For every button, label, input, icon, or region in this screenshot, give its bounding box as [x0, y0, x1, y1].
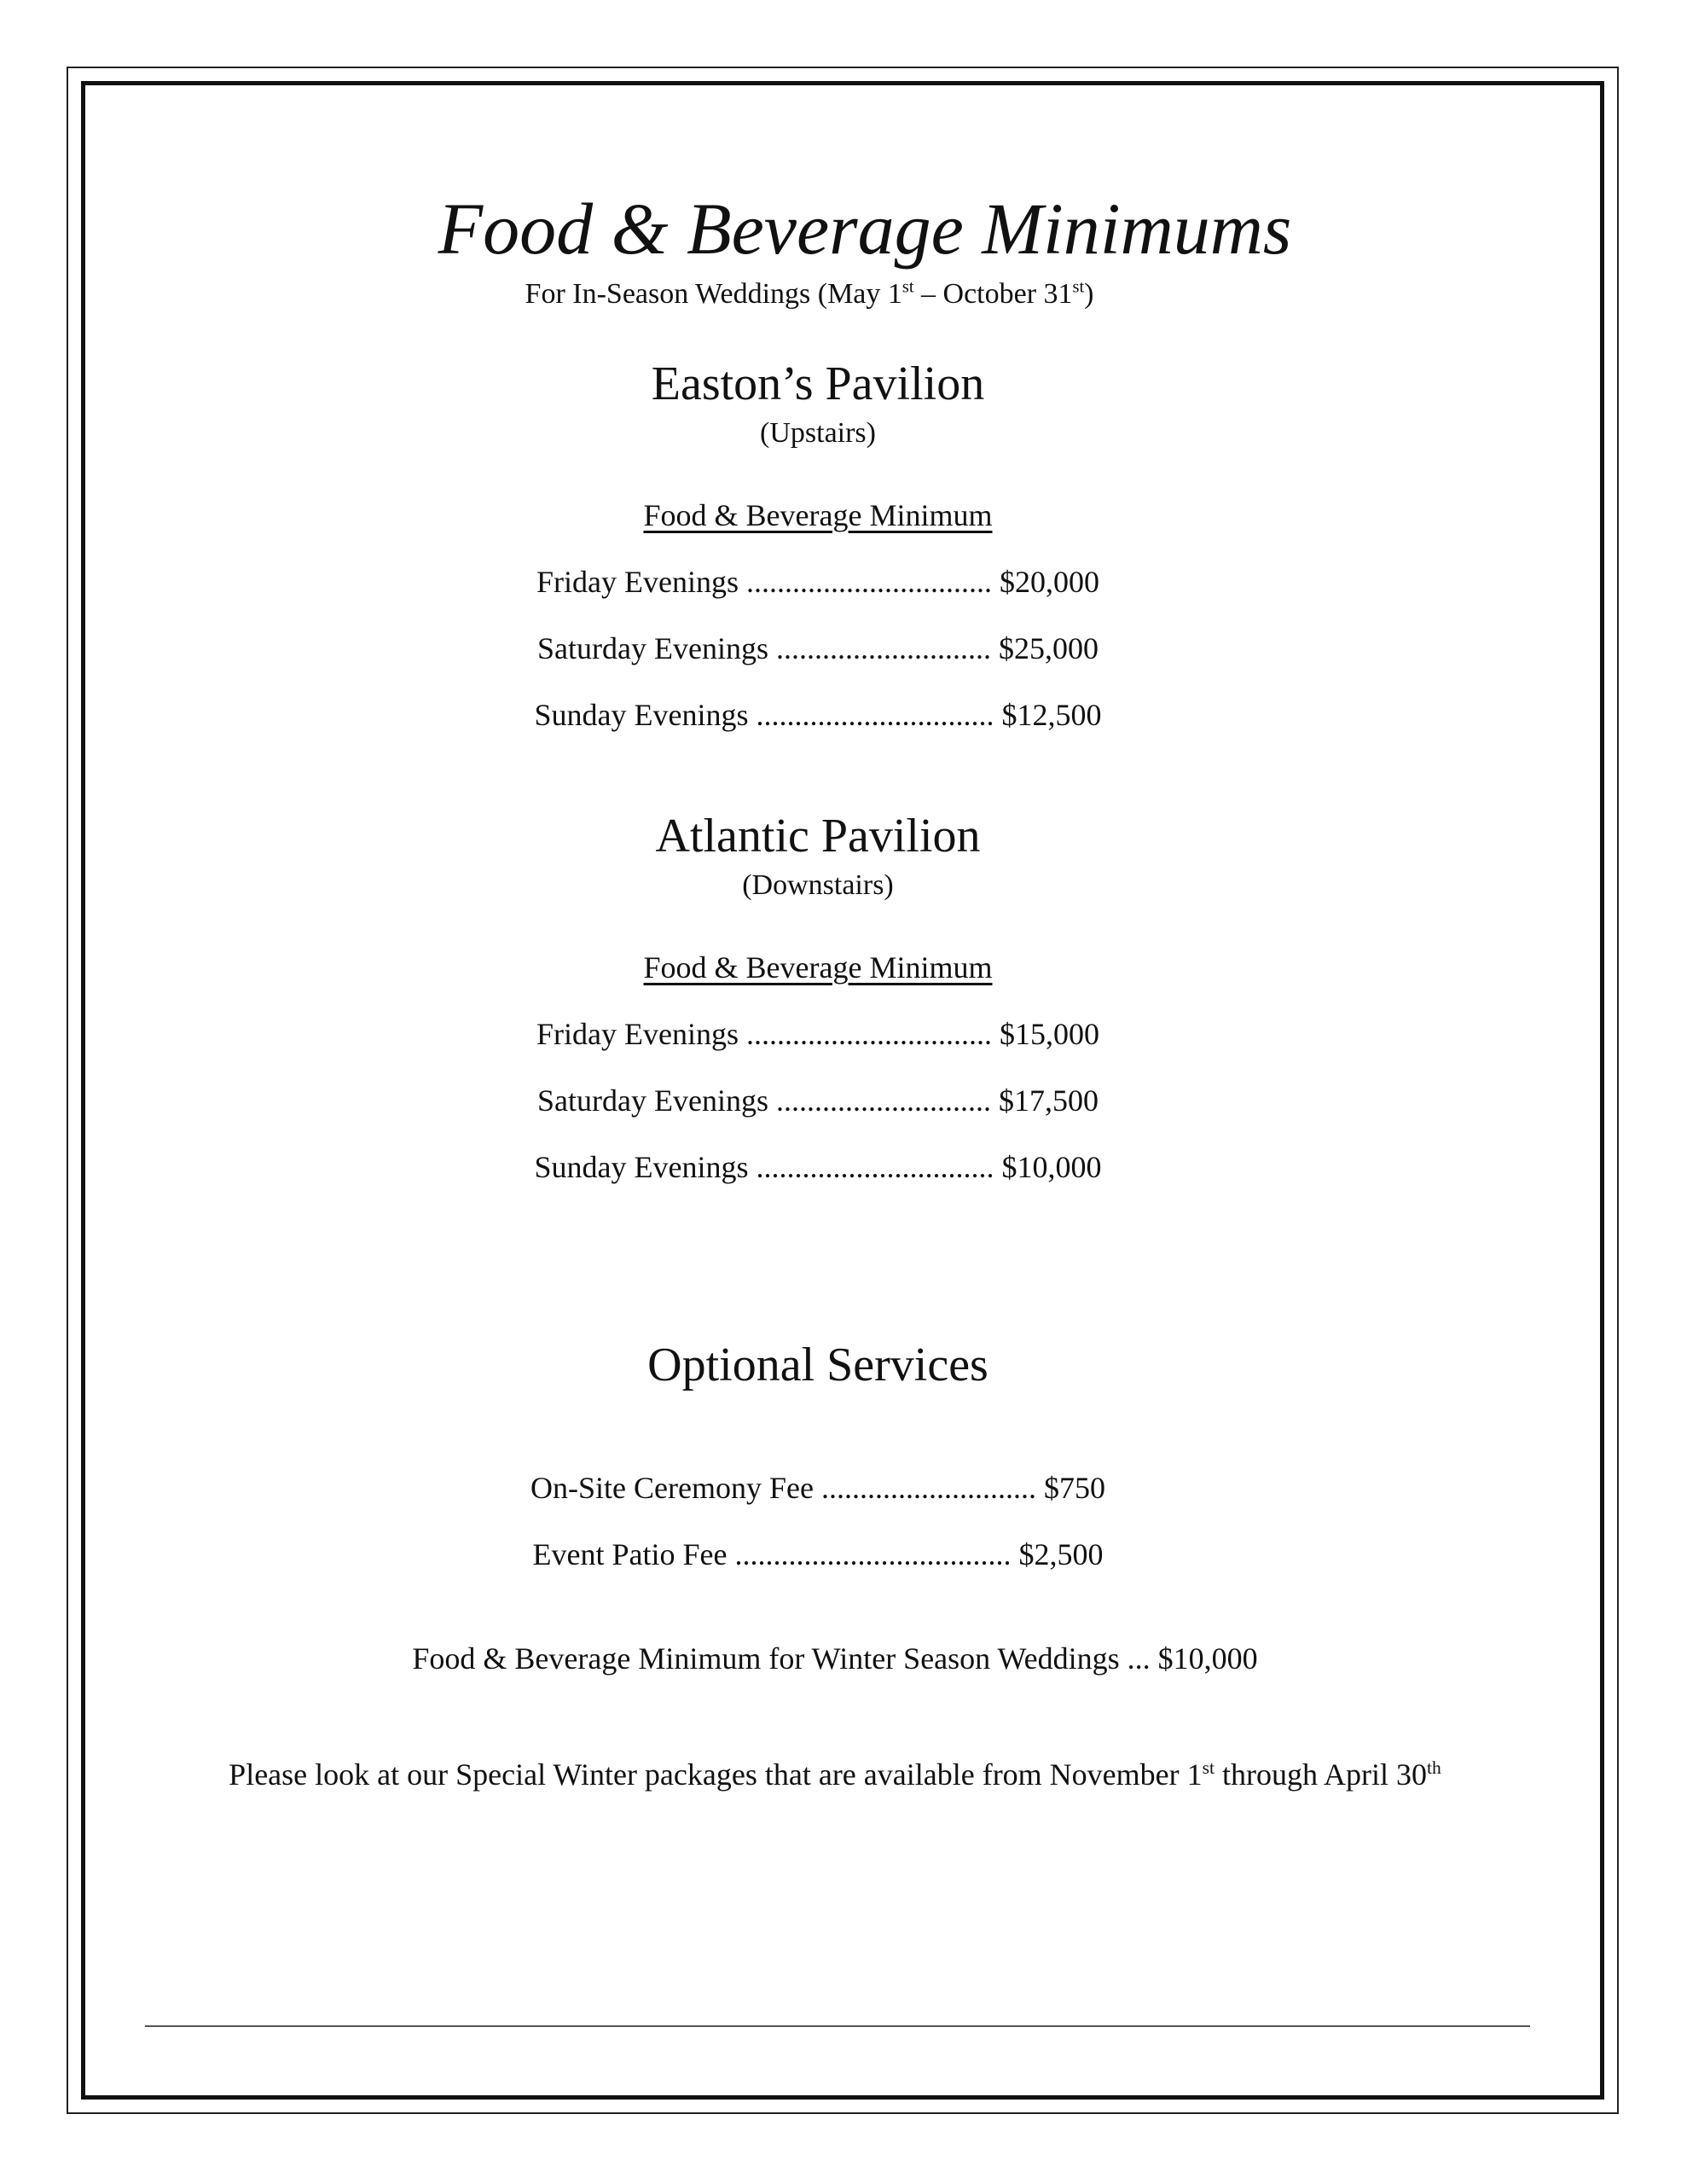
leader-dots: ............................	[775, 631, 991, 665]
price-label: Sunday Evenings	[534, 698, 749, 732]
section-heading-eastons-pavilion: Easton’s Pavilion	[651, 357, 985, 410]
price-value: $2,500	[1018, 1537, 1104, 1571]
price-row	[0, 696, 1661, 734]
price-label: Friday Evenings	[536, 565, 739, 599]
price-value: $750	[1043, 1471, 1105, 1505]
footer-divider	[145, 2025, 1530, 2027]
leader-dots: ............................	[775, 1083, 991, 1118]
price-label: Saturday Evenings	[537, 631, 768, 665]
price-label: Saturday Evenings	[537, 1083, 768, 1118]
price-value: $12,500	[1001, 698, 1102, 732]
winter-packages-note: Please look at our Special Winter packages that are available from November 1st through April 30th	[229, 1757, 1441, 1792]
price-row	[0, 1469, 1661, 1507]
price-value: $17,500	[998, 1083, 1099, 1118]
fb-minimum-heading: Food & Beverage Minimum	[643, 498, 993, 532]
price-value: $15,000	[999, 1017, 1099, 1051]
leader-dots: ................................	[745, 1017, 992, 1051]
page-subtitle: For In-Season Weddings (May 1st – October 31st)	[525, 277, 1094, 310]
price-label: On-Site Ceremony Fee	[530, 1471, 814, 1505]
price-row	[0, 1148, 1661, 1186]
section-heading-atlantic-pavilion: Atlantic Pavilion	[655, 810, 981, 863]
price-label: Friday Evenings	[536, 1017, 739, 1051]
price-row	[0, 1536, 1661, 1573]
leader-dots: ...............................	[756, 698, 994, 732]
price-label: Event Patio Fee	[532, 1537, 728, 1571]
price-row	[0, 563, 1661, 601]
price-row	[0, 1015, 1661, 1053]
page-title: Food & Beverage Minimums	[438, 188, 1292, 270]
section-heading-optional-services: Optional Services	[647, 1339, 988, 1391]
winter-minimum-line: Food & Beverage Minimum for Winter Season Weddings ... $10,000	[412, 1641, 1258, 1676]
price-label: Sunday Evenings	[534, 1150, 749, 1184]
section-subheading-downstairs: (Downstairs)	[742, 869, 894, 901]
leader-dots: ................................	[745, 565, 992, 599]
fb-minimum-heading: Food & Beverage Minimum	[643, 950, 993, 985]
leader-dots: ............................	[820, 1471, 1036, 1505]
price-value: $20,000	[999, 565, 1099, 599]
price-value: $25,000	[998, 631, 1099, 665]
section-subheading-upstairs: (Upstairs)	[760, 417, 876, 449]
price-row	[0, 630, 1661, 667]
price-value: $10,000	[1001, 1150, 1102, 1184]
leader-dots: ....................................	[734, 1537, 1012, 1571]
leader-dots: ...............................	[756, 1150, 994, 1184]
price-row	[0, 1082, 1661, 1119]
